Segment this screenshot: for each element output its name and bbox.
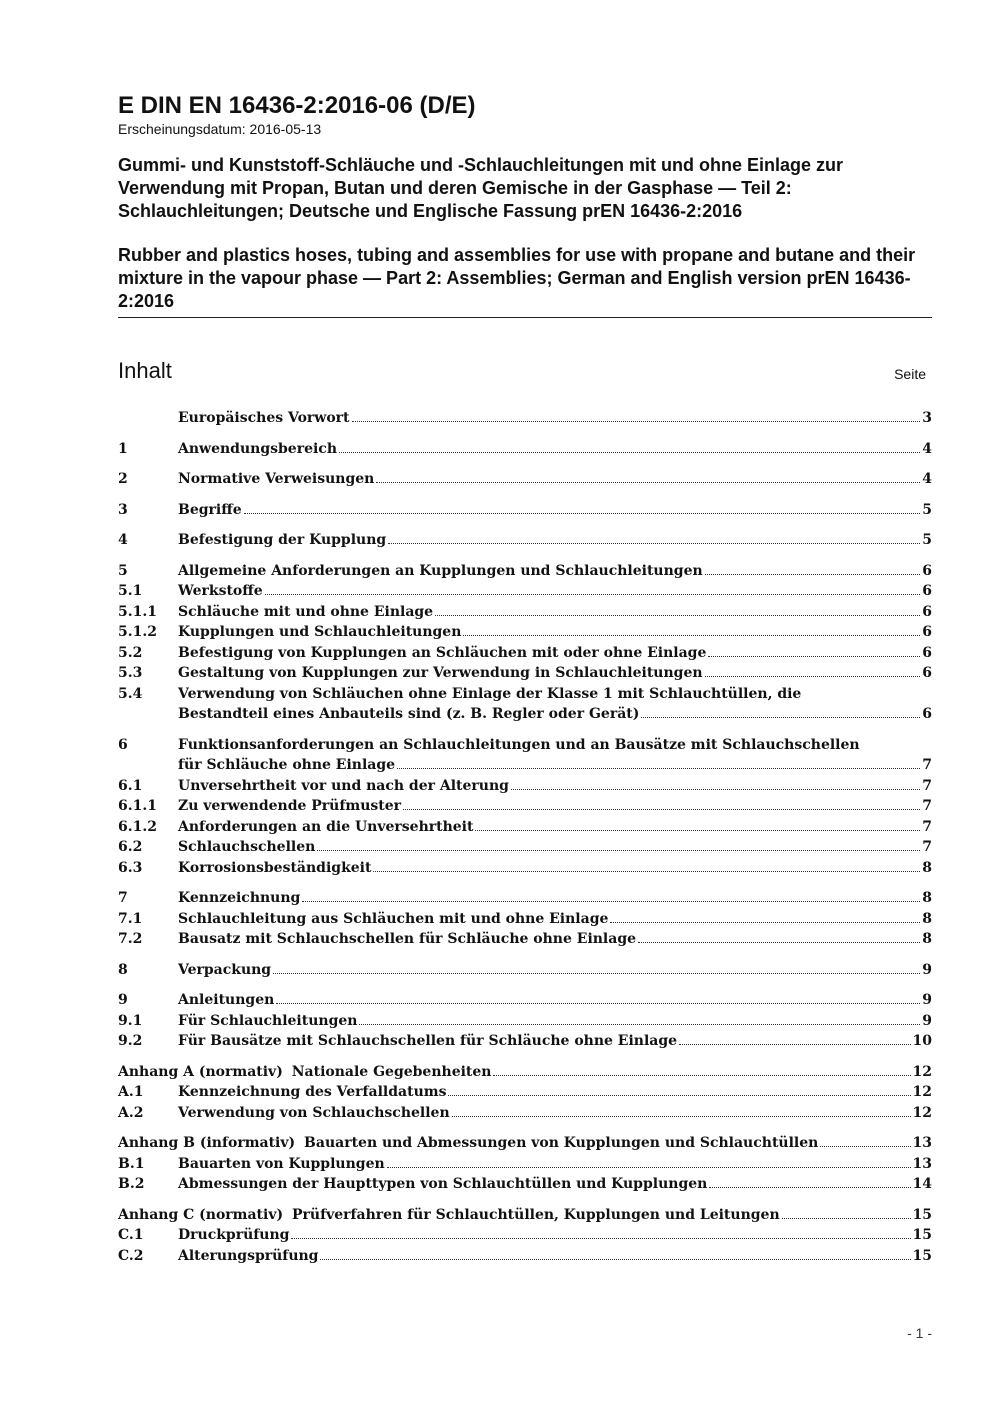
toc-entry-number: 6.1.2 bbox=[118, 818, 157, 835]
toc-entry-text bbox=[178, 602, 922, 623]
toc-dot-leader bbox=[641, 717, 920, 718]
toc-entry-line bbox=[118, 684, 932, 705]
header-divider bbox=[118, 317, 932, 318]
toc-entry-number: B.2 bbox=[118, 1176, 145, 1192]
toc-dot-leader bbox=[493, 1075, 910, 1076]
toc-entry-number: 5.1.2 bbox=[118, 624, 157, 640]
toc-entry[interactable] bbox=[118, 960, 932, 981]
toc-entry-title: Begriffe bbox=[178, 501, 242, 518]
toc-entry-page: 7 bbox=[922, 839, 932, 855]
toc-dot-leader bbox=[782, 1218, 911, 1219]
toc-entry-text bbox=[178, 1103, 913, 1124]
toc-entry-text bbox=[178, 1031, 913, 1052]
toc-annex-label: Anhang B (informativ) bbox=[118, 1135, 296, 1151]
toc-entry-text bbox=[178, 408, 922, 429]
toc-entry-title: Prüfverfahren für Schlauchtüllen, Kupplungen und Leitungen bbox=[292, 1206, 780, 1223]
toc-dot-leader bbox=[820, 1146, 910, 1147]
toc-entry-title: Druckprüfung bbox=[178, 1227, 290, 1243]
toc-entry-page: 8 bbox=[922, 931, 932, 947]
toc-entry-title: Für Bausätze mit Schlauchschellen für Schläuche ohne Einlage bbox=[178, 1033, 678, 1049]
toc-entry-text bbox=[178, 1011, 922, 1032]
toc-group bbox=[118, 530, 932, 551]
toc-entry-number: C.2 bbox=[118, 1247, 144, 1264]
toc-entry-title: Allgemeine Anforderungen an Kupplungen und Schlauchleitungen bbox=[178, 562, 703, 579]
toc-dot-leader bbox=[276, 1003, 920, 1004]
toc-entry-page: 4 bbox=[922, 440, 932, 457]
toc-entry-text bbox=[178, 469, 922, 490]
toc-entry-title: Verpackung bbox=[178, 961, 272, 978]
toc-entry-text bbox=[178, 439, 922, 460]
toc-entry[interactable] bbox=[118, 663, 932, 684]
toc-entry-text bbox=[178, 643, 922, 664]
toc-dot-leader bbox=[610, 922, 920, 923]
toc-entry-page: 12 bbox=[912, 1084, 932, 1100]
toc-entry-title: Kennzeichnung des Verfalldatums bbox=[178, 1084, 447, 1100]
toc-entry[interactable] bbox=[118, 1225, 932, 1246]
toc-entry-title-line: Funktionsanforderungen an Schlauchleitungen und an Bausätze mit Schlauchschellen bbox=[178, 736, 860, 753]
toc-entry-page: 12 bbox=[912, 1104, 932, 1121]
toc-entry-text bbox=[178, 581, 922, 602]
toc-entry-title: Unversehrtheit vor und nach der Alterung bbox=[178, 777, 509, 794]
toc-entry-number: 9.2 bbox=[118, 1033, 143, 1049]
toc-entry[interactable] bbox=[118, 602, 932, 623]
title-english: Rubber and plastics hoses, tubing and assemblies for use with propane and butane and their mixture in the vapour phase — Part 2: Assemblies; German and English version prEN 16436-2:2016 bbox=[118, 245, 916, 311]
toc-entry-title: Normative Verweisungen bbox=[178, 471, 375, 487]
toc-dot-leader bbox=[403, 809, 920, 810]
toc-dot-leader bbox=[705, 676, 921, 677]
document-page bbox=[118, 92, 932, 1276]
toc-entry-page: 13 bbox=[912, 1135, 932, 1151]
toc-group bbox=[118, 1133, 932, 1195]
toc-entry[interactable] bbox=[118, 1011, 932, 1032]
toc-entry-number: 8 bbox=[118, 961, 128, 978]
toc-entry-page: 7 bbox=[922, 798, 932, 814]
toc-entry-text bbox=[178, 929, 922, 950]
toc-entry-text bbox=[178, 858, 922, 879]
toc-dot-leader bbox=[352, 421, 921, 422]
toc-entry-number: 6.3 bbox=[118, 859, 143, 876]
toc-entry-text bbox=[178, 817, 922, 838]
toc-dot-leader bbox=[397, 768, 920, 769]
toc-entry-text bbox=[178, 1246, 913, 1267]
toc-entry-page: 4 bbox=[922, 471, 932, 487]
toc-entry-text bbox=[178, 622, 922, 643]
toc-entry-text bbox=[178, 990, 922, 1011]
toc-entry-title: Gestaltung von Kupplungen zur Verwendung in Schlauchleitungen bbox=[178, 665, 703, 681]
toc-group bbox=[118, 960, 932, 981]
toc-annex-spacer bbox=[283, 1062, 292, 1083]
toc-entry-title: Zu verwendende Prüfmuster bbox=[178, 798, 402, 814]
toc-entry-title: Kupplungen und Schlauchleitungen bbox=[178, 624, 462, 640]
toc-entry-number: 7 bbox=[118, 890, 128, 906]
toc-annex-spacer bbox=[295, 1133, 304, 1154]
toc-entry-page: 10 bbox=[912, 1033, 932, 1049]
toc-group bbox=[118, 1205, 932, 1267]
toc-entry[interactable] bbox=[118, 796, 932, 817]
toc-entry-page: 6 bbox=[922, 603, 932, 620]
publication-date-value: 2016-05-13 bbox=[249, 121, 322, 137]
toc-entry-text bbox=[178, 796, 922, 817]
toc-entry[interactable] bbox=[118, 1154, 932, 1175]
toc-dot-leader bbox=[463, 635, 920, 636]
toc-entry-number: 1 bbox=[118, 440, 128, 457]
toc-entry-number: 5 bbox=[118, 562, 128, 579]
toc-entry-page: 6 bbox=[922, 624, 932, 640]
toc-dot-leader bbox=[511, 789, 920, 790]
toc-entry-number: 5.2 bbox=[118, 644, 143, 661]
toc-group bbox=[118, 990, 932, 1052]
toc-entry[interactable] bbox=[118, 1133, 932, 1154]
toc-dot-leader bbox=[679, 1044, 910, 1045]
toc-entry-title: Kennzeichnung bbox=[178, 890, 301, 906]
document-id: E DIN EN 16436-2:2016-06 (D/E) bbox=[118, 92, 476, 119]
toc-entry-page: 7 bbox=[922, 777, 932, 794]
toc-entry[interactable] bbox=[118, 530, 932, 551]
toc-entry-line bbox=[118, 735, 932, 756]
toc-dot-leader bbox=[435, 615, 920, 616]
toc-entry-number: 6 bbox=[118, 736, 128, 753]
toc-entry[interactable] bbox=[118, 837, 932, 858]
toc-entry-page: 6 bbox=[922, 644, 932, 661]
toc-entry-title: Europäisches Vorwort bbox=[178, 410, 350, 426]
toc-dot-leader bbox=[452, 1116, 911, 1117]
toc-entry-text bbox=[118, 1133, 913, 1154]
toc-group bbox=[118, 735, 932, 879]
toc-entry[interactable] bbox=[118, 909, 932, 930]
toc-dot-leader bbox=[373, 871, 920, 872]
toc-entry-number: A.2 bbox=[118, 1104, 144, 1121]
toc-entry-number: 7.2 bbox=[118, 931, 143, 947]
toc-dot-leader bbox=[273, 973, 920, 974]
toc-entry[interactable] bbox=[118, 581, 932, 602]
toc-entry[interactable] bbox=[118, 888, 932, 909]
toc-entry-number: C.1 bbox=[118, 1227, 144, 1243]
toc-entry-page: 13 bbox=[912, 1155, 932, 1172]
toc-entry-text bbox=[178, 561, 922, 582]
toc-entry-page: 8 bbox=[922, 890, 932, 906]
toc-entry-number: 6.2 bbox=[118, 839, 143, 855]
toc-entry-title: Bauarten und Abmessungen von Kupplungen und Schlauchtüllen bbox=[304, 1135, 819, 1151]
toc-dot-leader bbox=[359, 1024, 920, 1025]
toc-dot-leader bbox=[244, 513, 921, 514]
toc-entry-text bbox=[118, 1062, 913, 1083]
toc-entry[interactable] bbox=[118, 561, 932, 582]
toc-dot-leader bbox=[475, 830, 920, 831]
toc-entry[interactable] bbox=[118, 643, 932, 664]
toc-entry-title: Für Schlauchleitungen bbox=[178, 1012, 358, 1029]
toc-entry-title: Anforderungen an die Unversehrtheit bbox=[178, 818, 474, 835]
toc-entry-number: 2 bbox=[118, 471, 128, 487]
toc-entry-title: Befestigung von Kupplungen an Schläuchen mit oder ohne Einlage bbox=[178, 644, 707, 661]
toc-entry-title: Bauarten von Kupplungen bbox=[178, 1155, 385, 1172]
toc-entry-text bbox=[178, 837, 922, 858]
toc-entry-number: B.1 bbox=[118, 1155, 145, 1172]
toc-dot-leader bbox=[291, 1238, 910, 1239]
toc-entry-number: 5.1 bbox=[118, 583, 143, 599]
toc-annex-spacer bbox=[283, 1205, 292, 1226]
toc-entry[interactable] bbox=[118, 776, 932, 797]
toc-group bbox=[118, 500, 932, 521]
toc-entry-text bbox=[178, 500, 922, 521]
toc-entry-page: 15 bbox=[912, 1206, 932, 1223]
toc-group bbox=[118, 469, 932, 490]
toc-entry-title: Schläuche mit und ohne Einlage bbox=[178, 603, 434, 620]
toc-entry-number: 5.4 bbox=[118, 685, 143, 702]
toc-entry[interactable] bbox=[118, 755, 932, 776]
toc-entry-title: Schlauchleitung aus Schläuchen mit und ohne Einlage bbox=[178, 910, 609, 927]
toc-entry-number: 5.1.1 bbox=[118, 603, 157, 620]
toc-entry[interactable] bbox=[118, 622, 932, 643]
toc-entry-page: 12 bbox=[912, 1063, 932, 1080]
toc-entry[interactable] bbox=[118, 469, 932, 490]
toc-entry-page: 15 bbox=[912, 1227, 932, 1243]
toc-entry-page: 5 bbox=[922, 532, 932, 548]
toc-entry-page: 8 bbox=[922, 910, 932, 927]
toc-entry-text bbox=[178, 755, 922, 776]
toc-entry-text bbox=[178, 1174, 913, 1195]
toc-entry-page: 15 bbox=[912, 1247, 932, 1264]
contents-header bbox=[118, 358, 932, 388]
toc-entry-number: 6.1 bbox=[118, 777, 143, 794]
toc-entry-title: Schlauchschellen bbox=[178, 839, 316, 855]
toc-entry-page: 9 bbox=[922, 1012, 932, 1029]
toc-entry-page: 14 bbox=[912, 1176, 932, 1192]
toc-entry-page: 6 bbox=[922, 562, 932, 579]
toc-dot-leader bbox=[339, 452, 920, 453]
toc-entry-title: für Schläuche ohne Einlage bbox=[178, 757, 396, 773]
toc-entry-number: 5.3 bbox=[118, 665, 143, 681]
toc-group bbox=[118, 408, 932, 429]
toc-entry-number: 9.1 bbox=[118, 1012, 143, 1029]
toc-entry[interactable] bbox=[118, 929, 932, 950]
toc-entry-title: Werkstoffe bbox=[178, 583, 263, 599]
toc-entry[interactable] bbox=[118, 817, 932, 838]
toc-dot-leader bbox=[387, 1167, 911, 1168]
toc-entry-text bbox=[178, 663, 922, 684]
publication-date-label: Erscheinungsdatum: bbox=[118, 121, 246, 137]
toc-group bbox=[118, 439, 932, 460]
toc-entry-page: 6 bbox=[922, 706, 932, 722]
toc-entry-title: Bestandteil eines Anbauteils sind (z. B. Regler oder Gerät) bbox=[178, 706, 640, 722]
toc-entry-text bbox=[178, 530, 922, 551]
toc-dot-leader bbox=[708, 656, 920, 657]
toc-entry-text bbox=[178, 1154, 913, 1175]
toc-entry[interactable] bbox=[118, 1205, 932, 1226]
toc-entry-page: 3 bbox=[922, 410, 932, 426]
toc-entry-text bbox=[178, 1225, 913, 1246]
toc-dot-leader bbox=[388, 543, 920, 544]
toc-annex-label: Anhang C (normativ) bbox=[118, 1206, 284, 1223]
toc-entry-text bbox=[118, 1205, 913, 1226]
toc-entry-title: Bausatz mit Schlauchschellen für Schläuche ohne Einlage bbox=[178, 931, 637, 947]
toc-entry-number: 9 bbox=[118, 992, 128, 1008]
toc-dot-leader bbox=[705, 574, 921, 575]
toc-entry[interactable] bbox=[118, 1031, 932, 1052]
toc-entry-title: Abmessungen der Haupttypen von Schlauchtüllen und Kupplungen bbox=[178, 1176, 708, 1192]
toc-dot-leader bbox=[709, 1187, 910, 1188]
toc-dot-leader bbox=[638, 942, 920, 943]
toc-entry-title: Alterungsprüfung bbox=[178, 1247, 319, 1264]
toc-entry-title-line: Verwendung von Schläuchen ohne Einlage der Klasse 1 mit Schlauchtüllen, die bbox=[178, 685, 802, 702]
toc-entry-number: 4 bbox=[118, 532, 128, 548]
toc-entry-text bbox=[178, 960, 922, 981]
toc-entry[interactable] bbox=[118, 1246, 932, 1267]
toc-entry-page: 9 bbox=[922, 961, 932, 978]
table-of-contents bbox=[118, 408, 932, 1266]
toc-entry[interactable] bbox=[118, 1062, 932, 1083]
toc-entry[interactable] bbox=[118, 500, 932, 521]
toc-entry-title: Anwendungsbereich bbox=[178, 440, 337, 457]
toc-entry[interactable] bbox=[118, 1103, 932, 1124]
toc-entry-text bbox=[178, 704, 922, 725]
publication-date-line bbox=[118, 120, 932, 138]
toc-entry-page: 8 bbox=[922, 859, 932, 876]
toc-annex-label: Anhang A (normativ) bbox=[118, 1063, 283, 1080]
toc-entry-page: 6 bbox=[922, 665, 932, 681]
toc-entry-page: 5 bbox=[922, 501, 932, 518]
toc-dot-leader bbox=[317, 850, 920, 851]
toc-entry-number: 7.1 bbox=[118, 910, 143, 927]
toc-group bbox=[118, 1062, 932, 1124]
toc-entry[interactable] bbox=[118, 1174, 932, 1195]
toc-entry-number: 3 bbox=[118, 501, 128, 518]
toc-entry-title: Anleitungen bbox=[178, 992, 275, 1008]
toc-dot-leader bbox=[302, 901, 920, 902]
toc-entry[interactable] bbox=[118, 990, 932, 1011]
toc-entry[interactable] bbox=[118, 1082, 932, 1103]
toc-group bbox=[118, 888, 932, 950]
toc-entry-title: Befestigung der Kupplung bbox=[178, 532, 387, 548]
contents-title: Inhalt bbox=[118, 358, 172, 383]
toc-entry-number: A.1 bbox=[118, 1084, 144, 1100]
toc-dot-leader bbox=[320, 1259, 910, 1260]
toc-entry-number: 6.1.1 bbox=[118, 798, 157, 814]
toc-dot-leader bbox=[448, 1095, 910, 1096]
toc-entry[interactable] bbox=[118, 858, 932, 879]
toc-entry-title: Korrosionsbeständigkeit bbox=[178, 859, 372, 876]
page-column-label: Seite bbox=[894, 366, 926, 382]
toc-entry-title: Nationale Gegebenheiten bbox=[291, 1063, 492, 1080]
toc-entry-text bbox=[178, 888, 922, 909]
toc-entry[interactable] bbox=[118, 439, 932, 460]
toc-dot-leader bbox=[376, 482, 920, 483]
toc-entry-text bbox=[178, 909, 922, 930]
toc-entry-text bbox=[178, 1082, 913, 1103]
toc-dot-leader bbox=[265, 594, 921, 595]
title-german: Gummi- und Kunststoff-Schläuche und -Schlauchleitungen mit und ohne Einlage zur Verwendung mit Propan, Butan und deren Gemische in der Gasphase — Teil 2: Schlauchleitungen; Deutsche und Englische Fassung prEN 16436-2:2016 bbox=[118, 155, 844, 221]
toc-entry[interactable] bbox=[118, 704, 932, 725]
toc-entry-title: Verwendung von Schlauchschellen bbox=[178, 1104, 450, 1121]
toc-entry-page: 9 bbox=[922, 992, 932, 1008]
toc-entry-page: 7 bbox=[922, 757, 932, 773]
toc-entry-page: 7 bbox=[922, 818, 932, 835]
toc-entry-page: 6 bbox=[922, 583, 932, 599]
toc-group bbox=[118, 561, 932, 725]
toc-entry[interactable] bbox=[118, 408, 932, 429]
page-number: - 1 - bbox=[907, 1325, 932, 1341]
toc-entry-text bbox=[178, 776, 922, 797]
